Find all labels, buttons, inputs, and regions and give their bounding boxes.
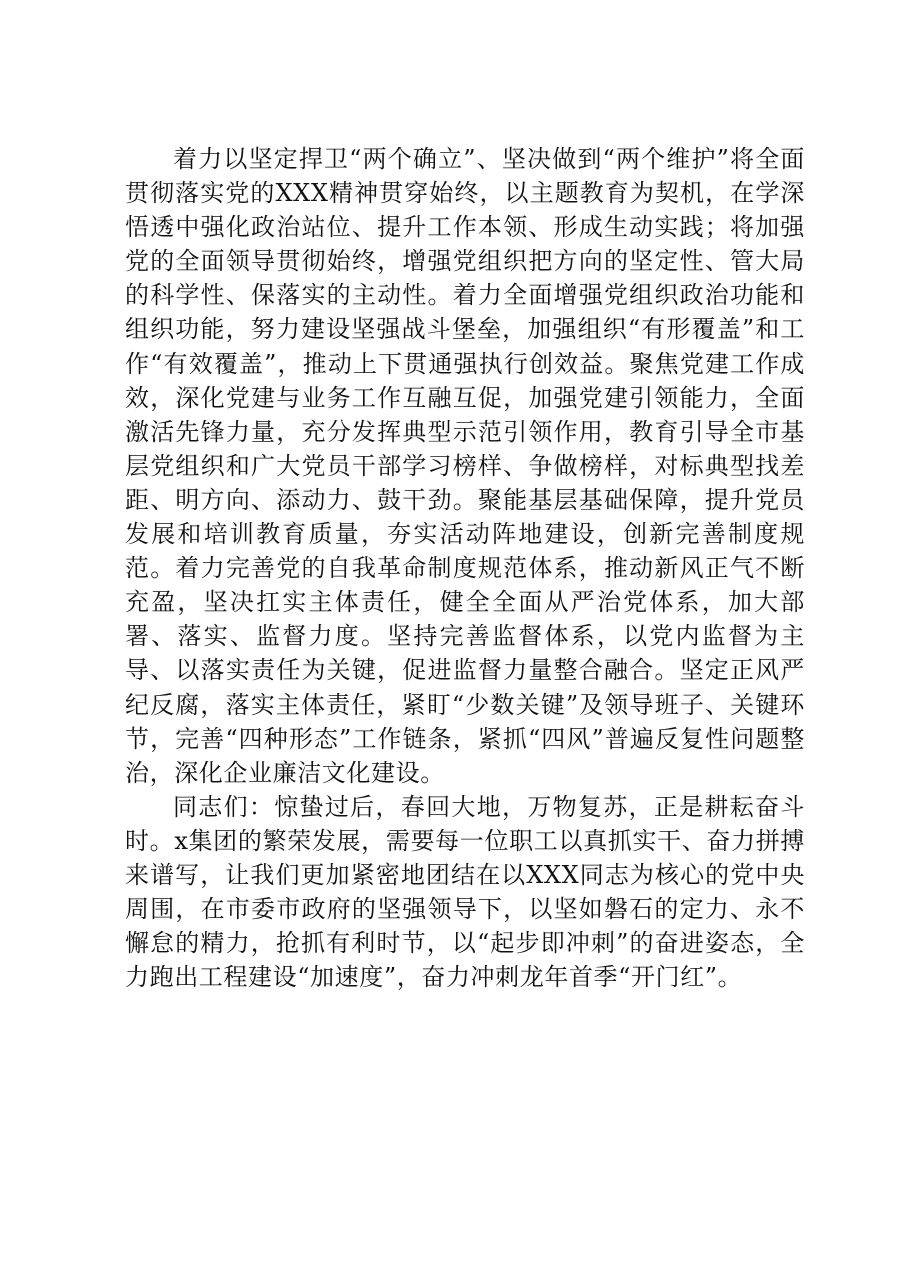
- paragraph-party-building: 着力以坚定捍卫“两个确立”、坚决做到“两个维护”将全面贯彻落实党的XXX精神贯穿始终，以主题教育为契机，在学深悟透中强化政治站位、提升工作本领、形成生动实践；将加强党的全面领导贯彻始终，增强党组织把方向的坚定性、管大局的科学性、保落实的主动性。着力全面增强党组织政治功能和组织功能，努力建设坚强战斗堡垒，加强组织“有形覆盖”和工作“有效覆盖”，推动上下贯通强执行创效益。聚焦党建工作成效，深化党建与业务工作互融互促，加强党建引领能力，全面激活先锋力量，充分发挥典型示范引领作用，教育引导全市基层党组织和广大党员干部学习榜样、争做榜样，对标典型找差距、明方向、添动力、鼓干劲。聚能基层基础保障，提升党员发展和培训教育质量，夯实活动阵地建设，创新完善制度规范。着力完善党的自我革命制度规范体系，推动新风正气不断充盈，坚决扛实主体责任，健全全面从严治党体系，加大部署、落实、监督力度。坚持完善监督体系，以党内监督为主导、以落实责任为关键，促进监督力量整合融合。坚定正风严纪反腐，落实主体责任，紧盯“少数关键”及领导班子、关键环节，完善“四种形态”工作链条，紧抓“四风”普遍反复性问题整治，深化企业廉洁文化建设。: [125, 145, 805, 787]
- document-body: [125, 142, 805, 994]
- paragraph-closing-remarks: 同志们：惊蛰过后，春回大地，万物复苏，正是耕耘奋斗时。x集团的繁荣发展，需要每一位职工以真抓实干、奋力拼搏来谱写，让我们更加紧密地团结在以XXX同志为核心的党中央周围，在市委市政府的坚强领导下，以坚如磐石的定力、永不懈怠的精力，抢抓有利时节，以“起步即冲刺”的奋进姿态，全力跑出工程建设“加速度”，奋力冲刺龙年首季“开门红”。: [125, 792, 805, 992]
